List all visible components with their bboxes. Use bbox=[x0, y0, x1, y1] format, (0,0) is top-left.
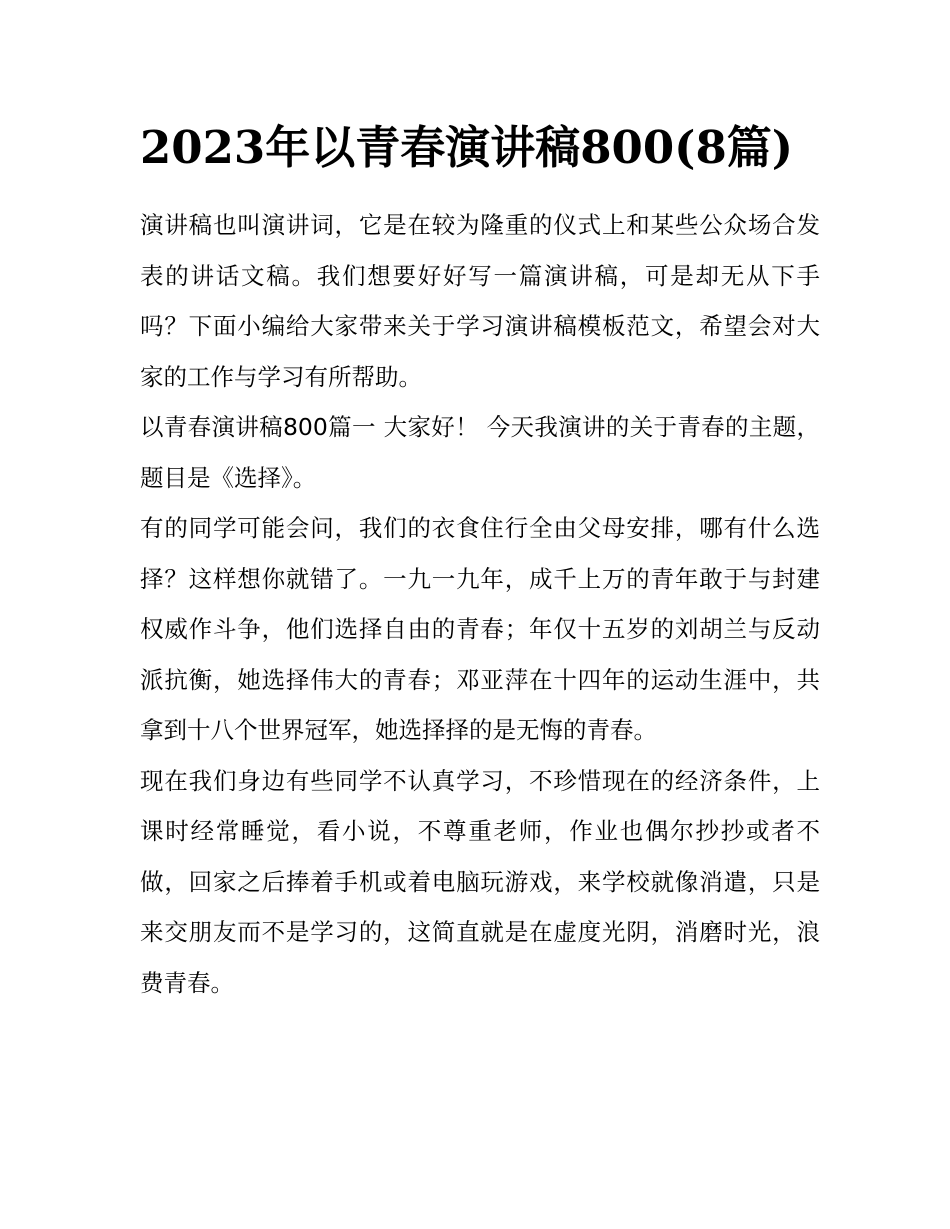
paragraph-wasting-youth: 现在我们身边有些同学不认真学习，不珍惜现在的经济条件，上课时经常睡觉，看小说，不尊重老师，作业也偶尔抄抄或者不做，回家之后捧着手机或着电脑玩游戏，来学校就像消遣，只是来交朋友而不是学习的，这简直就是在虚度光阴，消磨时光，浪费青春。 bbox=[140, 766, 820, 997]
document-body bbox=[140, 112, 820, 1008]
paragraph-intro: 演讲稿也叫演讲词，它是在较为隆重的仪式上和某些公众场合发表的讲话文稿。我们想要好好写一篇演讲稿，可是却无从下手吗？下面小编给大家带来关于学习演讲稿模板范文，希望会对大家的工作与学习有所帮助。 bbox=[140, 211, 820, 391]
document-title: 2023年以青春演讲稿800(8篇) bbox=[140, 121, 794, 174]
paragraph-greeting: 以青春演讲稿800篇一 大家好！ 今天我演讲的关于青春的主题，题目是《选择》。 bbox=[140, 413, 820, 492]
paragraph-choice-examples: 有的同学可能会问，我们的衣食住行全由父母安排，哪有什么选择？这样想你就错了。一九一九年，成千上万的青年敢于与封建权威作斗争，他们选择自由的青春；年仅十五岁的刘胡兰与反动派抗衡，她选择伟大的青春；邓亚萍在十四年的运动生涯中，共拿到十八个世界冠军，她选择择的是无悔的青春。 bbox=[140, 514, 820, 744]
